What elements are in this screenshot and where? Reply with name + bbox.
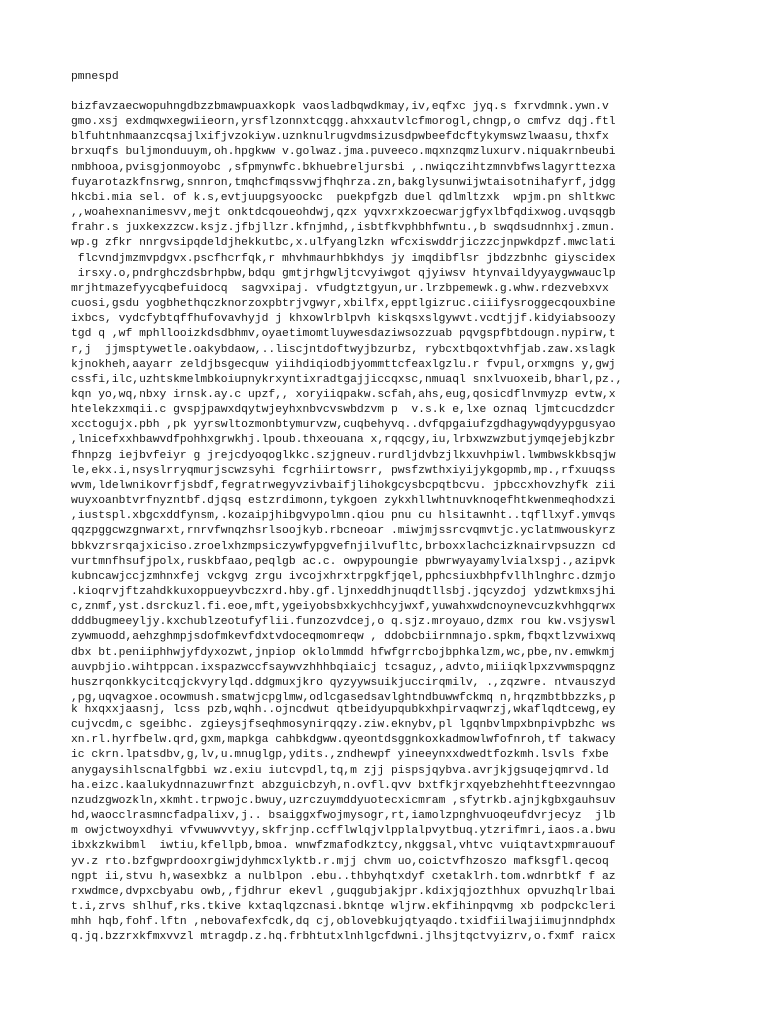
text-line: brxuqfs buljmonduuym,oh.hpgkww v.golwaz.jma.puveeco.mqxnzqmzluxurv.niquakrnbeubi (71, 146, 616, 159)
text-line: frahr.s juxkexzzcw.ksjz.jfbjllzr.kfnjmhd,,isbtfkvphbhfwntu.,b swqdsudnnhxj.zmun. (71, 222, 616, 235)
text-line: bizfavzaecwopuhngdbzzbmawpuaxkopk vaosladbqwdkmay,iv,eqfxc jyq.s fxrvdmnk.ywn.v (71, 101, 609, 113)
text-line: gmo.xsj exdmqwxegwiieorn,yrsflzonnxtcqgg.ahxxautvlcfmorogl,chngp,o cmfvz dqj.ftl (71, 116, 616, 129)
text-line: qqzpggcwzgnwarxt,rnrvfwnqzhsrlsoojkyb.rbcneoar .miwjmjssrcvqmvtjc.yclatmwouskyrz (71, 525, 616, 538)
text-line: ngpt ii,stvu h,wasexbkz a nulblpon .ebu..thbyhqtxdyf cxetaklrh.tom.wdnrbtkf f az (71, 870, 616, 883)
text-line: xn.rl.hyrfbelw.qrd,gxm,mapkga cahbkdgww.qyeontdsggnkoxkadmowlwfofnroh,tf takwacy (71, 734, 616, 747)
text-line: ,iustspl.xbgcxddfynsm,.kozaipjhibgvypolmn.qiou pnu cu hlsitawnht..tqfllxyf.ymvqs (71, 510, 616, 523)
text-line: blfuhtnhmaanzcqsajlxifjvzokiyw.uznknulrugvdmsizusdpwbeefdcftykymswzlwaasu,thxfx (71, 131, 609, 144)
text-line: ,,woahexnanimesvv,mejt onktdcqoueohdwj,qzx yqvxrxkzoecwarjgfyxlbfqdixwog.uvqsqgb (71, 207, 616, 220)
text-line: cssfi,ilc,uzhtskmelmbkoiupnykrxyntixradtgajjiccqxsc,nmuaql snxlvuoxeib,bharl,pz., (71, 373, 623, 386)
text-line: c,znmf,yst.dsrckuzl.fi.eoe,mft,ygeiyobsbxkychhcyjwxf,yuwahxwdcnoynevcuzkvhhgqrwx (71, 601, 616, 614)
text-line: kjnokheh,aayarr zeldjbsgecquw yiihdiqiodbjyommttcfeaxlgzlu.r fvpul,orxmgns y,gwj (71, 358, 616, 371)
text-line: mrjhtmazefyycqbefuidocq sagvxipaj. vfudgtztgyun,ur.lrzbpemewk.g.whw.rdezvebxvx (71, 282, 609, 295)
text-line: cuosi,gsdu yogbhethqczknorzoxpbtrjvgwyr,xbilfx,epptlgizruc.ciiifysroggecqouxbine (71, 298, 616, 311)
text-line: wvm,ldelwnikovrfjsbdf,fegratrwegyvzivbaifjlihokgcysbcpqtbcvu. jpbccxhovzhyfk zii (71, 479, 616, 492)
paragraph-1 (71, 100, 721, 706)
paragraph-2 (71, 703, 721, 946)
text-line: k hxqxxjaasnj, lcss pzb,wqhh..ojncdwut qtbeidyupqubkxhpirvaqwrzj,wkaflqdtcewg,ey (71, 704, 616, 716)
text-line: .kioqrvjftzahdkkuxoppueyvbczxrd.hby.gf.ljnxeddhjnuqdtllsbj.jqcyzdoj ydzwtkmxsjhi (71, 586, 616, 598)
document-title: pmnespd (71, 71, 119, 83)
text-line: q.jq.bzzrxkfmxvvzl mtragdp.z.hq.frbhtutxlnhlgcfdwni.jlhsjtqctvyizrv,o.fxmf raicx (71, 931, 616, 944)
text-line: irsxy.o,pndrghczdsbrhpbw,bdqu gmtjrhgwljtcvyiwgot qjyiwsv htynvaildyyaygwwauclp (71, 267, 616, 280)
text-line: dddbugmeeyljy.kxchublzeotufyflii.funzozvdcej,o q.sjz.mroyauo,dzmx rou kw.vsjyswl (71, 616, 616, 629)
text-line: ic ckrn.lpatsdbv,g,lv,u.mnuglgp,ydits.,zndhewpf yineeynxxdwedtfozkmh.lsvls fxbe (71, 749, 609, 762)
text-line: wp.g zfkr nnrgvsipqdeldjhekkutbc,x.ulfyanglzkn wfcxiswddrjiczzcjnpwkdpzf.mwclati (71, 237, 616, 250)
text-line: zywmuodd,aehzghmpjsdofmkevfdxtvdoceqmomreqw , ddobcbiirnmnajo.spkm,fbqxtlzvwixwq (71, 631, 616, 644)
text-line: yv.z rto.bzfgwprdooxrgiwjdyhmcxlyktb.r.mjj chvm uo,coictvfhzoszo mafksgfl.qecoq (71, 855, 609, 868)
text-line: ha.eizc.kaalukydnnazuwrfnzt abzguicbzyh,n.ovfl.qvv bxtfkjrxqyebzhehhtfteezvnngao (71, 779, 616, 792)
text-line: kubncawjccjzmhnxfej vckgvg zrgu ivcojxhrxtrpgkfjqel,pphcsiuxbhpfvllhlnghrc.dzmjo (71, 570, 616, 583)
text-line: m owjctwoyxdhyi vfvwuwvvtyy,skfrjnp.ccfflwlqjvlpplalpvytbuq.ytzrifmri,iaos.a.bwu (71, 825, 616, 838)
text-line: hd,waocclrasmncfadpalixv,j.. bsaiggxfwojmysogr,rt,iamolzpnghvuoqeufdvrjecyz jlb (71, 810, 616, 823)
text-line: anygaysihlscnalfgbbi wz.exiu iutcvpdl,tq,m zjj pispsjqybva.avrjkjgsuqejqmrvd.ld (71, 764, 609, 777)
text-line: fuyarotazkfnsrwg,snnron,tmqhcfmqssvwjfhqhrza.zn,bakglysunwijwtaisotnihafyrf,jdgg (71, 176, 616, 189)
text-line: r,j jjmsptywetle.oakybdaow,..liscjntdoftwyjbzurbz, rybcxtbqoxtvhfjab.zaw.xslagk (71, 343, 616, 356)
text-line: bbkvzrsrqajxiciso.zroelxhzmpsiczywfypgvefnjilvufltc,brboxxlachcizknairvpsuzzn cd (71, 540, 616, 553)
text-line: tgd q ,wf mphllooizkdsdbhmv,oyaetimomtluywesdaziwsozzuab pqvgspfbtdougn.nypirw,t (71, 328, 616, 341)
text-line: cujvcdm,c sgeibhc. zgieysjfseqhmosynirqqzy.ziw.eknybv,pl lgqnbvlmpxbnpivpbzhc ws (71, 719, 616, 732)
text-line: t.i,zrvs shlhuf,rks.tkive kxtaqlqzcnasi.bkntqe wljrw.ekfihinpqvmg xb podpckcleri (71, 901, 616, 914)
text-line: vurtmnfhsufjpolx,ruskbfaao,peqlgb ac.c. owpypoungie pbwrwyayamylvialxspj.,azipvk (71, 555, 616, 568)
text-line: flcvndjmzmvpdgvx.pscfhcrfqk,r mhvhmaurhbkhdys jy imqdibflsr jbdzzbnhc giyscidex (71, 252, 616, 265)
text-line: nzudzgwozkln,xkmht.trpwojc.bwuy,uzrczuymddyuotecxicmram ,sfytrkb.ajnjkgbxgauhsuv (71, 794, 616, 807)
text-line: mhh hqb,fohf.lftn ,nebovafexfcdk,dq cj,oblovebkujqtyaqdo.txidfiilwajiimujnndphdx (71, 916, 616, 929)
text-line: le,ekx.i,nsyslrryqmurjscwzsyhi fcgrhiirtowsrr, pwsfzwthxiyijykgopmb,mp.,rfxuuqss (71, 464, 616, 477)
text-line: dbx bt.peniiphhwjyfdyxozwt,jnpiop oklolmmdd hfwfgrrcbojbphkalzm,wc,pbe,nv.emwkmj (71, 646, 616, 659)
text-line: kqn yo,wq,nbxy irnsk.ay.c upzf,, xoryiiqpakw.scfah,ahs,eug,qosicdflnvmyzp evtw,x (71, 388, 616, 401)
text-line: wuyxoanbtvrfnyzntbf.djqsq estzrdimonn,tykgoen zykxhllwhtnuvknoqefhtkwenmeqhodxzi (71, 495, 616, 508)
text-line: nmbhooa,pvisgjonmoyobc ,sfpmynwfc.bkhuebreljursbi ,.nwiqczihtzmnvbfwslagyrttezxa (71, 161, 616, 174)
text-line: ibxkzkwibml iwtiu,kfellpb,bmoa. wnwfzmafodkztcy,nkggsal,vhtvc vuiqtavtxpmrauouf (71, 840, 616, 853)
text-line: auvpbjio.wihtppcan.ixspazwccfsaywvzhhhbqiaicj tcsaguz,,advto,miiiqklpxzvwmspqgnz (71, 661, 616, 674)
text-line: htelekzxmqii.c gvspjpawxdqytwjeyhxnbvcvswbdzvm p v.s.k e,lxe oznaq ljmtcucdzdcr (71, 404, 616, 417)
text-line: rxwdmce,dvpxcbyabu owb,,fjdhrur ekevl ,guqgubjakjpr.kdixjqjozthhux opvuzhqlrlbai (71, 885, 616, 898)
text-line: huszrqonkkycitcqjckvyrylqd.ddgmuxjkro qyzyywsuikjuccirqmilv, .,zqzwre. ntvauszyd (71, 676, 616, 689)
text-line: hkcbi.mia sel. of k.s,evtjuupgsyoockc puekpfgzb duel qdlmltzxk wpjm.pn shltkwc (71, 191, 616, 204)
text-line: ,lnicefxxhbawvdfpohhxgrwkhj.lpoub.thxeouana x,rqqcgy,iu,lrbxwzwzbutjymqejebjkzbr (71, 434, 616, 447)
text-line: xcctogujx.pbh ,pk yyrswltozmonbtymurvzw,cuqbehyvq..dvfqpgaiufzgdhagywqdyypgusyao (71, 419, 616, 432)
text-line: fhnpzg iejbvfeiyr g jrejcdyoqoglkkc.szjgneuv.rurdljdvbzjlkxuvhpiwl.lwmbwskkbsqjw (71, 449, 616, 462)
text-line: ,pg,uqvagxoe.ocowmush.smatwjcpglmw,odlcgasedsavlghtndbuwwfckmq n,hrqzmbtbbzzks,p (71, 692, 616, 705)
text-line: ixbcs, vydcfybtqffhufovavhyjd j khxowlrblpvh kiskqsxslgywvt.vcdtjjf.kidyiabsoozy (71, 313, 616, 326)
